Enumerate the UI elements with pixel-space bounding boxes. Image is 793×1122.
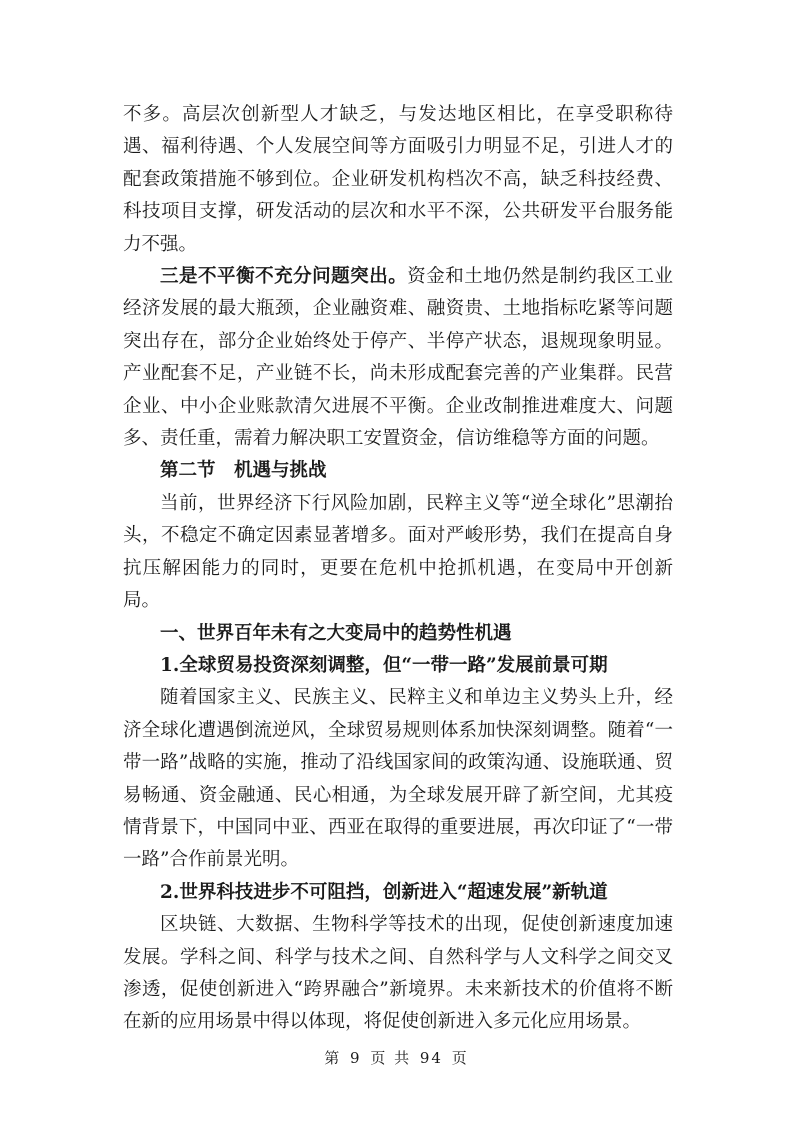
intro-paragraph: 当前，世界经济下行风险加剧，民粹主义等“逆全球化”思潮抬头，不稳定不确定因素显著增多。面对严峻形势，我们在提高自身抗压解困能力的同时，更要在危机中抢抓机遇，在变局中开创新局。 <box>123 492 673 612</box>
current-page-number: 9 <box>350 1049 362 1067</box>
section-heading: 第二节 机遇与挑战 <box>160 460 327 482</box>
paragraph-continued: 不多。高层次创新型人才缺乏，与发达地区相比，在享受职称待遇、福利待遇、个人发展空间等方面吸引力明显不足，引进人才的配套政策措施不够到位。企业研发机构档次不高，缺乏科技经费、科技项目支撑，研发活动的层次和水平不深，公共研发平台服务能力不强。 <box>123 104 673 255</box>
paragraph-imbalance <box>123 261 673 455</box>
item-heading-2: 2.世界科技进步不可阻挡，创新进入“超速发展”新轨道 <box>160 881 608 903</box>
page-footer <box>0 1047 793 1068</box>
document-body <box>123 99 673 1039</box>
subheading: 一、世界百年未有之大变局中的趋势性机遇 <box>160 622 512 644</box>
item-heading-1: 1.全球贸易投资深刻调整，但“一带一路”发展前景可期 <box>160 654 608 676</box>
item-body-1: 随着国家主义、民族主义、民粹主义和单边主义势头上升，经济全球化遭遇倒流逆风，全球贸易规则体系加快深刻调整。随着“一带一路”战略的实施，推动了沿线国家间的政策沟通、设施联通、贸易畅通、资金融通、民心相通，为全球发展开辟了新空间，尤其疫情背景下，中国同中亚、西亚在取得的重要进展，再次印证了“一带一路”合作前景光明。 <box>123 687 673 871</box>
paragraph-lead: 三是不平衡不充分问题突出。 <box>160 266 408 288</box>
footer-middle: 页 共 <box>370 1049 412 1067</box>
item-body-2: 区块链、大数据、生物科学等技术的出现，促使创新速度加速发展。学科之间、科学与技术之间、自然科学与人文科学之间交叉渗透，促使创新进入“跨界融合”新境界。未来新技术的价值将不断在新的应用场景中得以体现，将促使创新进入多元化应用场景。 <box>123 914 673 1033</box>
total-page-count: 94 <box>419 1049 443 1067</box>
footer-suffix: 页 <box>451 1049 469 1067</box>
footer-prefix: 第 <box>324 1049 342 1067</box>
paragraph-body: 资金和土地仍然是制约我区工业经济发展的最大瓶颈，企业融资难、融资贵、土地指标吃紧等问题突出存在，部分企业始终处于停产、半停产状态，退规现象明显。产业配套不足，产业链不长，尚未形成配套完善的产业集群。民营企业、中小企业账款清欠进展不平衡。企业改制推进难度大、问题多、责任重，需着力解决职工安置资金，信访维稳等方面的问题。 <box>123 266 673 450</box>
